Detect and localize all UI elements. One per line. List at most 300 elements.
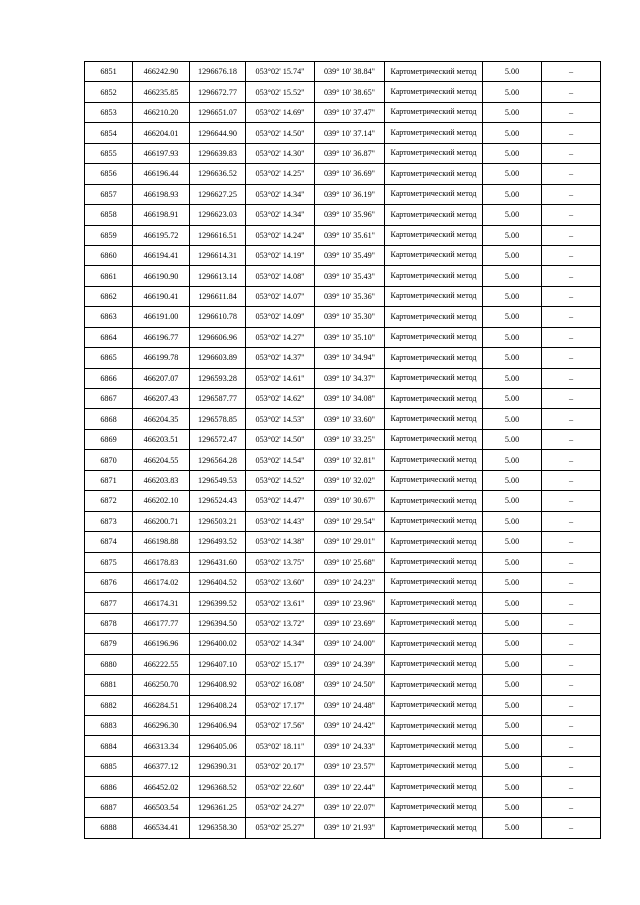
method-cell: Картометрический метод xyxy=(385,266,483,286)
longitude-cell: 039° 10' 24.33" xyxy=(315,736,385,756)
table-row xyxy=(85,143,601,163)
note-cell: – xyxy=(542,429,601,449)
latitude-cell: 053°02' 17.17" xyxy=(246,695,315,715)
y-coordinate-cell: 1296390.31 xyxy=(190,756,246,776)
method-cell: Картометрический метод xyxy=(385,184,483,204)
note-cell: – xyxy=(542,327,601,347)
note-cell: – xyxy=(542,123,601,143)
point-number-cell: 6875 xyxy=(85,552,133,572)
accuracy-cell: 5.00 xyxy=(483,123,542,143)
method-cell: Картометрический метод xyxy=(385,675,483,695)
longitude-cell: 039° 10' 35.36" xyxy=(315,286,385,306)
accuracy-cell: 5.00 xyxy=(483,143,542,163)
method-cell: Картометрический метод xyxy=(385,450,483,470)
accuracy-cell: 5.00 xyxy=(483,327,542,347)
method-cell: Картометрический метод xyxy=(385,818,483,838)
note-cell: – xyxy=(542,225,601,245)
x-coordinate-cell: 466250.70 xyxy=(133,675,190,695)
point-number-cell: 6886 xyxy=(85,777,133,797)
accuracy-cell: 5.00 xyxy=(483,532,542,552)
longitude-cell: 039° 10' 23.57" xyxy=(315,756,385,776)
table-row xyxy=(85,511,601,531)
note-cell: – xyxy=(542,368,601,388)
y-coordinate-cell: 1296400.02 xyxy=(190,634,246,654)
point-number-cell: 6881 xyxy=(85,675,133,695)
note-cell: – xyxy=(542,348,601,368)
method-cell: Картометрический метод xyxy=(385,307,483,327)
accuracy-cell: 5.00 xyxy=(483,429,542,449)
x-coordinate-cell: 466210.20 xyxy=(133,102,190,122)
latitude-cell: 053°02' 20.17" xyxy=(246,756,315,776)
table-row xyxy=(85,654,601,674)
method-cell: Картометрический метод xyxy=(385,245,483,265)
note-cell: – xyxy=(542,389,601,409)
y-coordinate-cell: 1296394.50 xyxy=(190,613,246,633)
note-cell: – xyxy=(542,491,601,511)
y-coordinate-cell: 1296593.28 xyxy=(190,368,246,388)
y-coordinate-cell: 1296407.10 xyxy=(190,654,246,674)
accuracy-cell: 5.00 xyxy=(483,552,542,572)
point-number-cell: 6860 xyxy=(85,245,133,265)
table-body xyxy=(85,62,601,839)
table-row xyxy=(85,777,601,797)
method-cell: Картометрический метод xyxy=(385,123,483,143)
note-cell: – xyxy=(542,654,601,674)
table-row xyxy=(85,389,601,409)
point-number-cell: 6885 xyxy=(85,756,133,776)
latitude-cell: 053°02' 14.69" xyxy=(246,102,315,122)
y-coordinate-cell: 1296603.89 xyxy=(190,348,246,368)
x-coordinate-cell: 466503.54 xyxy=(133,797,190,817)
y-coordinate-cell: 1296614.31 xyxy=(190,245,246,265)
longitude-cell: 039° 10' 35.43" xyxy=(315,266,385,286)
x-coordinate-cell: 466222.55 xyxy=(133,654,190,674)
longitude-cell: 039° 10' 22.44" xyxy=(315,777,385,797)
accuracy-cell: 5.00 xyxy=(483,491,542,511)
table-row xyxy=(85,368,601,388)
note-cell: – xyxy=(542,184,601,204)
note-cell: – xyxy=(542,552,601,572)
y-coordinate-cell: 1296611.84 xyxy=(190,286,246,306)
method-cell: Картометрический метод xyxy=(385,205,483,225)
latitude-cell: 053°02' 14.19" xyxy=(246,245,315,265)
accuracy-cell: 5.00 xyxy=(483,102,542,122)
y-coordinate-cell: 1296405.06 xyxy=(190,736,246,756)
point-number-cell: 6876 xyxy=(85,572,133,592)
x-coordinate-cell: 466197.93 xyxy=(133,143,190,163)
point-number-cell: 6883 xyxy=(85,716,133,736)
note-cell: – xyxy=(542,511,601,531)
y-coordinate-cell: 1296358.30 xyxy=(190,818,246,838)
table-row xyxy=(85,716,601,736)
accuracy-cell: 5.00 xyxy=(483,205,542,225)
accuracy-cell: 5.00 xyxy=(483,654,542,674)
x-coordinate-cell: 466207.07 xyxy=(133,368,190,388)
latitude-cell: 053°02' 14.07" xyxy=(246,286,315,306)
table-row xyxy=(85,409,601,429)
point-number-cell: 6887 xyxy=(85,797,133,817)
x-coordinate-cell: 466198.91 xyxy=(133,205,190,225)
method-cell: Картометрический метод xyxy=(385,225,483,245)
longitude-cell: 039° 10' 34.94" xyxy=(315,348,385,368)
y-coordinate-cell: 1296572.47 xyxy=(190,429,246,449)
note-cell: – xyxy=(542,572,601,592)
latitude-cell: 053°02' 13.60" xyxy=(246,572,315,592)
note-cell: – xyxy=(542,450,601,470)
y-coordinate-cell: 1296493.52 xyxy=(190,532,246,552)
document-page xyxy=(84,61,600,839)
y-coordinate-cell: 1296639.83 xyxy=(190,143,246,163)
point-number-cell: 6861 xyxy=(85,266,133,286)
latitude-cell: 053°02' 13.61" xyxy=(246,593,315,613)
y-coordinate-cell: 1296404.52 xyxy=(190,572,246,592)
latitude-cell: 053°02' 14.25" xyxy=(246,164,315,184)
longitude-cell: 039° 10' 23.96" xyxy=(315,593,385,613)
table-row xyxy=(85,348,601,368)
point-number-cell: 6874 xyxy=(85,532,133,552)
point-number-cell: 6864 xyxy=(85,327,133,347)
x-coordinate-cell: 466377.12 xyxy=(133,756,190,776)
method-cell: Картометрический метод xyxy=(385,593,483,613)
point-number-cell: 6866 xyxy=(85,368,133,388)
accuracy-cell: 5.00 xyxy=(483,777,542,797)
x-coordinate-cell: 466199.78 xyxy=(133,348,190,368)
accuracy-cell: 5.00 xyxy=(483,164,542,184)
longitude-cell: 039° 10' 24.00" xyxy=(315,634,385,654)
latitude-cell: 053°02' 14.27" xyxy=(246,327,315,347)
y-coordinate-cell: 1296368.52 xyxy=(190,777,246,797)
point-number-cell: 6851 xyxy=(85,62,133,82)
longitude-cell: 039° 10' 34.08" xyxy=(315,389,385,409)
longitude-cell: 039° 10' 29.01" xyxy=(315,532,385,552)
table-row xyxy=(85,286,601,306)
point-number-cell: 6871 xyxy=(85,470,133,490)
method-cell: Картометрический метод xyxy=(385,102,483,122)
method-cell: Картометрический метод xyxy=(385,511,483,531)
note-cell: – xyxy=(542,716,601,736)
latitude-cell: 053°02' 15.17" xyxy=(246,654,315,674)
y-coordinate-cell: 1296606.96 xyxy=(190,327,246,347)
point-number-cell: 6873 xyxy=(85,511,133,531)
x-coordinate-cell: 466198.93 xyxy=(133,184,190,204)
point-number-cell: 6877 xyxy=(85,593,133,613)
y-coordinate-cell: 1296623.03 xyxy=(190,205,246,225)
x-coordinate-cell: 466203.51 xyxy=(133,429,190,449)
accuracy-cell: 5.00 xyxy=(483,593,542,613)
note-cell: – xyxy=(542,82,601,102)
method-cell: Картометрический метод xyxy=(385,756,483,776)
note-cell: – xyxy=(542,593,601,613)
x-coordinate-cell: 466174.31 xyxy=(133,593,190,613)
table-row xyxy=(85,634,601,654)
method-cell: Картометрический метод xyxy=(385,552,483,572)
table-row xyxy=(85,266,601,286)
y-coordinate-cell: 1296616.51 xyxy=(190,225,246,245)
note-cell: – xyxy=(542,245,601,265)
table-row xyxy=(85,184,601,204)
accuracy-cell: 5.00 xyxy=(483,634,542,654)
longitude-cell: 039° 10' 22.07" xyxy=(315,797,385,817)
latitude-cell: 053°02' 18.11" xyxy=(246,736,315,756)
longitude-cell: 039° 10' 35.61" xyxy=(315,225,385,245)
note-cell: – xyxy=(542,634,601,654)
method-cell: Картометрический метод xyxy=(385,613,483,633)
accuracy-cell: 5.00 xyxy=(483,572,542,592)
note-cell: – xyxy=(542,695,601,715)
accuracy-cell: 5.00 xyxy=(483,307,542,327)
method-cell: Картометрический метод xyxy=(385,634,483,654)
longitude-cell: 039° 10' 37.47" xyxy=(315,102,385,122)
latitude-cell: 053°02' 25.27" xyxy=(246,818,315,838)
latitude-cell: 053°02' 14.30" xyxy=(246,143,315,163)
table-row xyxy=(85,470,601,490)
table-row xyxy=(85,225,601,245)
x-coordinate-cell: 466202.10 xyxy=(133,491,190,511)
method-cell: Картометрический метод xyxy=(385,389,483,409)
longitude-cell: 039° 10' 33.25" xyxy=(315,429,385,449)
note-cell: – xyxy=(542,532,601,552)
point-number-cell: 6854 xyxy=(85,123,133,143)
longitude-cell: 039° 10' 38.84" xyxy=(315,62,385,82)
method-cell: Картометрический метод xyxy=(385,572,483,592)
note-cell: – xyxy=(542,675,601,695)
x-coordinate-cell: 466200.71 xyxy=(133,511,190,531)
y-coordinate-cell: 1296672.77 xyxy=(190,82,246,102)
note-cell: – xyxy=(542,797,601,817)
method-cell: Картометрический метод xyxy=(385,736,483,756)
table-row xyxy=(85,102,601,122)
method-cell: Картометрический метод xyxy=(385,409,483,429)
accuracy-cell: 5.00 xyxy=(483,184,542,204)
longitude-cell: 039° 10' 24.50" xyxy=(315,675,385,695)
x-coordinate-cell: 466242.90 xyxy=(133,62,190,82)
note-cell: – xyxy=(542,736,601,756)
latitude-cell: 053°02' 14.54" xyxy=(246,450,315,470)
accuracy-cell: 5.00 xyxy=(483,266,542,286)
latitude-cell: 053°02' 14.52" xyxy=(246,470,315,490)
point-number-cell: 6867 xyxy=(85,389,133,409)
method-cell: Картометрический метод xyxy=(385,348,483,368)
longitude-cell: 039° 10' 24.42" xyxy=(315,716,385,736)
table-row xyxy=(85,450,601,470)
point-number-cell: 6868 xyxy=(85,409,133,429)
method-cell: Картометрический метод xyxy=(385,797,483,817)
longitude-cell: 039° 10' 33.60" xyxy=(315,409,385,429)
note-cell: – xyxy=(542,409,601,429)
latitude-cell: 053°02' 14.43" xyxy=(246,511,315,531)
point-number-cell: 6880 xyxy=(85,654,133,674)
longitude-cell: 039° 10' 21.93" xyxy=(315,818,385,838)
latitude-cell: 053°02' 14.62" xyxy=(246,389,315,409)
latitude-cell: 053°02' 24.27" xyxy=(246,797,315,817)
latitude-cell: 053°02' 14.61" xyxy=(246,368,315,388)
longitude-cell: 039° 10' 32.02" xyxy=(315,470,385,490)
accuracy-cell: 5.00 xyxy=(483,82,542,102)
latitude-cell: 053°02' 14.34" xyxy=(246,205,315,225)
x-coordinate-cell: 466191.00 xyxy=(133,307,190,327)
method-cell: Картометрический метод xyxy=(385,62,483,82)
point-number-cell: 6888 xyxy=(85,818,133,838)
table-row xyxy=(85,675,601,695)
accuracy-cell: 5.00 xyxy=(483,470,542,490)
longitude-cell: 039° 10' 32.81" xyxy=(315,450,385,470)
note-cell: – xyxy=(542,164,601,184)
method-cell: Картометрический метод xyxy=(385,164,483,184)
y-coordinate-cell: 1296610.78 xyxy=(190,307,246,327)
method-cell: Картометрический метод xyxy=(385,143,483,163)
note-cell: – xyxy=(542,62,601,82)
longitude-cell: 039° 10' 35.96" xyxy=(315,205,385,225)
note-cell: – xyxy=(542,102,601,122)
table-row xyxy=(85,307,601,327)
point-number-cell: 6863 xyxy=(85,307,133,327)
x-coordinate-cell: 466178.83 xyxy=(133,552,190,572)
longitude-cell: 039° 10' 24.23" xyxy=(315,572,385,592)
x-coordinate-cell: 466284.51 xyxy=(133,695,190,715)
y-coordinate-cell: 1296587.77 xyxy=(190,389,246,409)
latitude-cell: 053°02' 14.38" xyxy=(246,532,315,552)
note-cell: – xyxy=(542,613,601,633)
latitude-cell: 053°02' 14.50" xyxy=(246,123,315,143)
x-coordinate-cell: 466534.41 xyxy=(133,818,190,838)
longitude-cell: 039° 10' 29.54" xyxy=(315,511,385,531)
point-number-cell: 6869 xyxy=(85,429,133,449)
accuracy-cell: 5.00 xyxy=(483,389,542,409)
method-cell: Картометрический метод xyxy=(385,716,483,736)
y-coordinate-cell: 1296361.25 xyxy=(190,797,246,817)
note-cell: – xyxy=(542,266,601,286)
method-cell: Картометрический метод xyxy=(385,327,483,347)
note-cell: – xyxy=(542,777,601,797)
table-row xyxy=(85,82,601,102)
note-cell: – xyxy=(542,307,601,327)
table-row xyxy=(85,62,601,82)
point-number-cell: 6855 xyxy=(85,143,133,163)
longitude-cell: 039° 10' 38.65" xyxy=(315,82,385,102)
y-coordinate-cell: 1296578.85 xyxy=(190,409,246,429)
table-row xyxy=(85,205,601,225)
point-number-cell: 6882 xyxy=(85,695,133,715)
note-cell: – xyxy=(542,818,601,838)
method-cell: Картометрический метод xyxy=(385,470,483,490)
point-number-cell: 6878 xyxy=(85,613,133,633)
longitude-cell: 039° 10' 36.19" xyxy=(315,184,385,204)
y-coordinate-cell: 1296408.92 xyxy=(190,675,246,695)
x-coordinate-cell: 466452.02 xyxy=(133,777,190,797)
latitude-cell: 053°02' 14.09" xyxy=(246,307,315,327)
longitude-cell: 039° 10' 35.30" xyxy=(315,307,385,327)
x-coordinate-cell: 466195.72 xyxy=(133,225,190,245)
x-coordinate-cell: 466190.41 xyxy=(133,286,190,306)
note-cell: – xyxy=(542,143,601,163)
point-number-cell: 6856 xyxy=(85,164,133,184)
latitude-cell: 053°02' 17.56" xyxy=(246,716,315,736)
longitude-cell: 039° 10' 34.37" xyxy=(315,368,385,388)
longitude-cell: 039° 10' 30.67" xyxy=(315,491,385,511)
accuracy-cell: 5.00 xyxy=(483,797,542,817)
table-row xyxy=(85,164,601,184)
longitude-cell: 039° 10' 35.49" xyxy=(315,245,385,265)
latitude-cell: 053°02' 13.72" xyxy=(246,613,315,633)
accuracy-cell: 5.00 xyxy=(483,675,542,695)
note-cell: – xyxy=(542,470,601,490)
x-coordinate-cell: 466207.43 xyxy=(133,389,190,409)
x-coordinate-cell: 466177.77 xyxy=(133,613,190,633)
accuracy-cell: 5.00 xyxy=(483,818,542,838)
note-cell: – xyxy=(542,205,601,225)
accuracy-cell: 5.00 xyxy=(483,225,542,245)
latitude-cell: 053°02' 14.47" xyxy=(246,491,315,511)
latitude-cell: 053°02' 14.24" xyxy=(246,225,315,245)
point-number-cell: 6857 xyxy=(85,184,133,204)
table-row xyxy=(85,797,601,817)
latitude-cell: 053°02' 14.50" xyxy=(246,429,315,449)
y-coordinate-cell: 1296399.52 xyxy=(190,593,246,613)
y-coordinate-cell: 1296408.24 xyxy=(190,695,246,715)
table-row xyxy=(85,818,601,838)
x-coordinate-cell: 466204.55 xyxy=(133,450,190,470)
x-coordinate-cell: 466204.01 xyxy=(133,123,190,143)
point-number-cell: 6870 xyxy=(85,450,133,470)
accuracy-cell: 5.00 xyxy=(483,62,542,82)
method-cell: Картометрический метод xyxy=(385,286,483,306)
longitude-cell: 039° 10' 24.48" xyxy=(315,695,385,715)
point-number-cell: 6884 xyxy=(85,736,133,756)
table-row xyxy=(85,736,601,756)
longitude-cell: 039° 10' 36.69" xyxy=(315,164,385,184)
y-coordinate-cell: 1296564.28 xyxy=(190,450,246,470)
point-number-cell: 6853 xyxy=(85,102,133,122)
x-coordinate-cell: 466190.90 xyxy=(133,266,190,286)
latitude-cell: 053°02' 14.37" xyxy=(246,348,315,368)
longitude-cell: 039° 10' 23.69" xyxy=(315,613,385,633)
latitude-cell: 053°02' 14.34" xyxy=(246,184,315,204)
x-coordinate-cell: 466196.44 xyxy=(133,164,190,184)
method-cell: Картометрический метод xyxy=(385,82,483,102)
table-row xyxy=(85,327,601,347)
latitude-cell: 053°02' 16.08" xyxy=(246,675,315,695)
y-coordinate-cell: 1296627.25 xyxy=(190,184,246,204)
latitude-cell: 053°02' 14.53" xyxy=(246,409,315,429)
x-coordinate-cell: 466198.88 xyxy=(133,532,190,552)
coordinates-table xyxy=(84,61,601,839)
table-row xyxy=(85,429,601,449)
latitude-cell: 053°02' 22.60" xyxy=(246,777,315,797)
y-coordinate-cell: 1296651.07 xyxy=(190,102,246,122)
note-cell: – xyxy=(542,756,601,776)
x-coordinate-cell: 466296.30 xyxy=(133,716,190,736)
table-row xyxy=(85,491,601,511)
longitude-cell: 039° 10' 35.10" xyxy=(315,327,385,347)
table-row xyxy=(85,532,601,552)
point-number-cell: 6852 xyxy=(85,82,133,102)
point-number-cell: 6862 xyxy=(85,286,133,306)
method-cell: Картометрический метод xyxy=(385,429,483,449)
y-coordinate-cell: 1296676.18 xyxy=(190,62,246,82)
latitude-cell: 053°02' 14.34" xyxy=(246,634,315,654)
table-row xyxy=(85,123,601,143)
table-row xyxy=(85,756,601,776)
accuracy-cell: 5.00 xyxy=(483,409,542,429)
accuracy-cell: 5.00 xyxy=(483,368,542,388)
latitude-cell: 053°02' 15.74" xyxy=(246,62,315,82)
table-row xyxy=(85,572,601,592)
point-number-cell: 6879 xyxy=(85,634,133,654)
accuracy-cell: 5.00 xyxy=(483,716,542,736)
method-cell: Картометрический метод xyxy=(385,532,483,552)
accuracy-cell: 5.00 xyxy=(483,450,542,470)
y-coordinate-cell: 1296613.14 xyxy=(190,266,246,286)
